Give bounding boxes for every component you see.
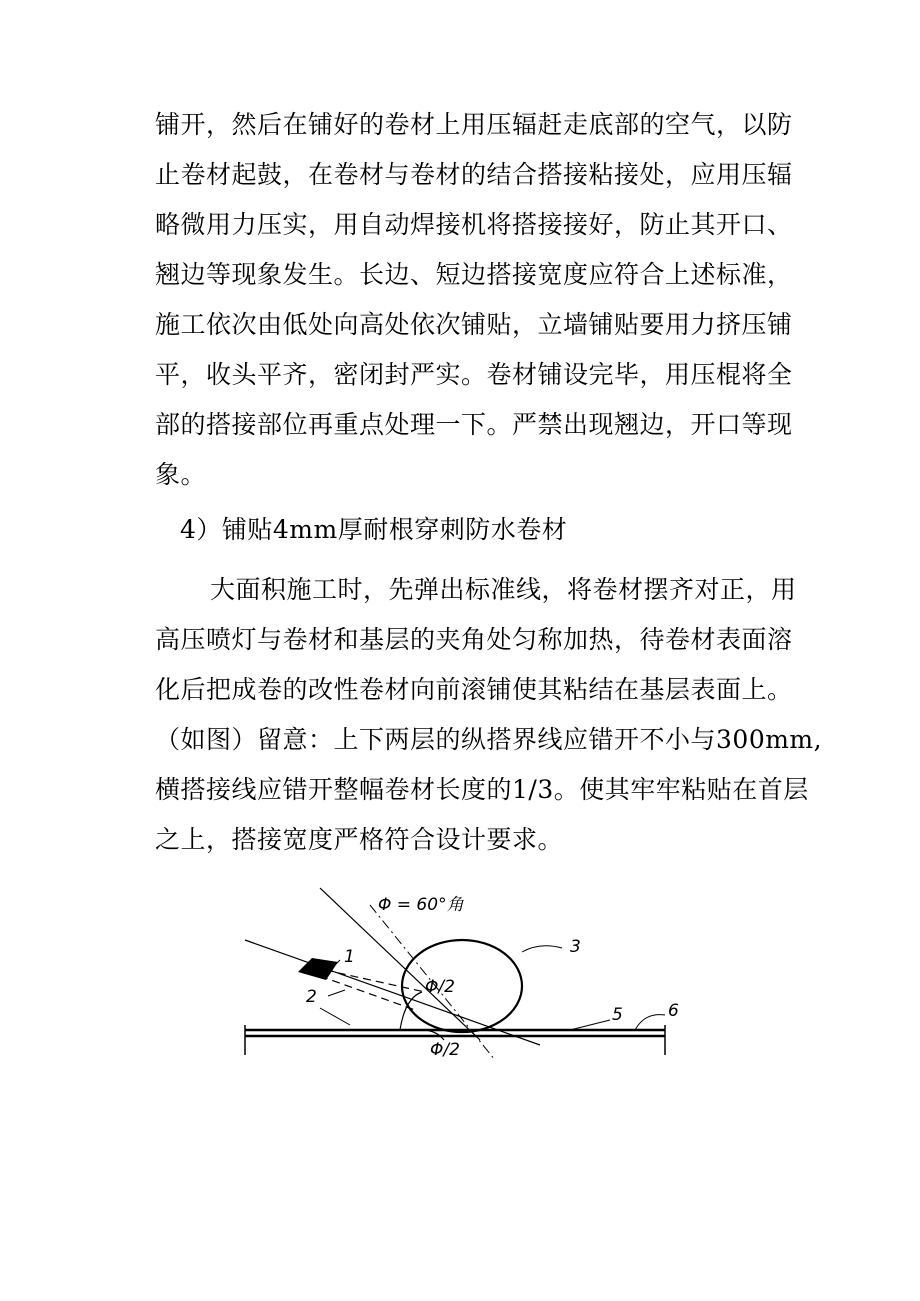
leader-5 bbox=[570, 1020, 610, 1030]
text-line: 铺开，然后在铺好的卷材上用压辐赶走底部的空气，以防 bbox=[155, 110, 793, 139]
text-line: 之上，搭接宽度严格符合设计要求。 bbox=[155, 825, 564, 854]
text-line: 略微用力压实，用自动焊接机将搭接接好，防止其开口、 bbox=[155, 210, 793, 239]
flame-line-2 bbox=[320, 976, 415, 1010]
text-line: 大面积施工时，先弹出标准线，将卷材摆齐对正，用 bbox=[210, 575, 797, 604]
half-angle-upper-label: Φ/2 bbox=[425, 977, 455, 997]
text-line: 横搭接线应错开整幅卷材长度的1/3。使其牢牢粘贴在首层 bbox=[155, 775, 809, 804]
leader-2 bbox=[328, 990, 345, 996]
half-angle-lower-label: Φ/2 bbox=[430, 1040, 460, 1060]
angle-label: Φ = 60°角 bbox=[378, 895, 464, 915]
text-line: 平，收头平齐，密闭封严实。卷材铺设完毕，用压棍将全 bbox=[155, 360, 793, 389]
callout-3: 3 bbox=[570, 937, 581, 957]
leader-base bbox=[320, 1008, 350, 1025]
text-line: （如图）留意：上下两层的纵搭界线应错开不小与300mm, bbox=[155, 725, 823, 754]
roll-laying-diagram bbox=[240, 880, 680, 1065]
callout-5: 5 bbox=[612, 1005, 623, 1025]
text-line: 施工依次由低处向高处依次铺贴，立墙铺贴要用力挤压铺 bbox=[155, 310, 793, 339]
callout-6: 6 bbox=[668, 1001, 679, 1021]
text-line: 翘边等现象发生。长边、短边搭接宽度应符合上述标准， bbox=[155, 260, 793, 289]
diagram-svg bbox=[240, 880, 680, 1065]
text-line: 高压喷灯与卷材和基层的夹角处匀称加热，待卷材表面溶 bbox=[155, 625, 793, 654]
callout-1: 1 bbox=[344, 947, 355, 967]
leader-6 bbox=[635, 1015, 665, 1030]
section-heading: 4）铺贴4mm厚耐根穿刺防水卷材 bbox=[180, 515, 568, 544]
text-line: 化后把成卷的改性卷材向前滚铺使其粘结在基层表面上。 bbox=[155, 675, 793, 704]
text-line: 止卷材起鼓，在卷材与卷材的结合搭接粘接处，应用压辐 bbox=[155, 160, 793, 189]
text-line: 部的搭接部位再重点处理一下。严禁出现翘边，开口等现 bbox=[155, 410, 793, 439]
callout-2: 2 bbox=[306, 987, 317, 1007]
leader-3 bbox=[522, 946, 562, 952]
roll-circle bbox=[402, 940, 522, 1032]
text-line: 象。 bbox=[155, 460, 207, 489]
